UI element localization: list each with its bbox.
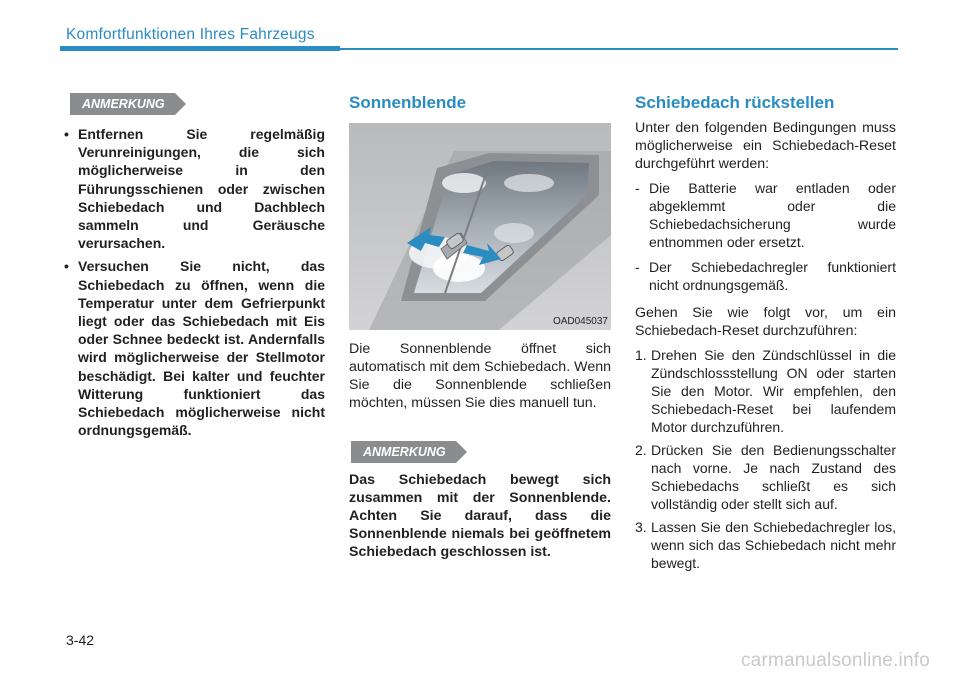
- watermark: carmanualsonline.info: [740, 650, 930, 671]
- section-title-sonnenblende: Sonnenblende: [349, 93, 467, 112]
- sunroof-illustration: [349, 123, 611, 330]
- step-number: 2.: [635, 442, 647, 458]
- note-badge-middle: ANMERKUNG: [351, 441, 456, 463]
- figure-code: OAD045037: [552, 316, 608, 327]
- step-text: Drücken Sie den Bedienungsschalter nach vorne. Je nach Zustand des Schiebedachs schließt es sich vollständig oder stellt sich auf.: [651, 442, 896, 512]
- reset-conditions-list: [635, 179, 896, 294]
- condition-item: - Der Schiebedachregler funktioniert nicht ordnungsgemäß.: [635, 258, 896, 294]
- reset-intro: Unter den folgenden Bedingungen muss möglicherweise ein Schiebedach-Reset durchgeführt werden:: [635, 120, 896, 172]
- left-column: [64, 125, 325, 444]
- condition-item: - Die Batterie war entladen oder abgeklemmt oder die Schiebedachsicherung wurde entnommen oder ersetzt.: [635, 179, 896, 251]
- note-badge-left: ANMERKUNG: [70, 93, 175, 115]
- step-number: 1.: [635, 347, 647, 363]
- note-bullet-item: • Entfernen Sie regelmäßig Verunreinigungen, die sich möglicherweise in den Führungsschienen oder zwischen Schiebedach und Dachblech sammeln und Geräusche verursachen.: [64, 125, 325, 252]
- step-item: [635, 441, 896, 513]
- step-text: Lassen Sie den Schiebedachregler los, wenn sich das Schiebedach nicht mehr bewegt.: [651, 519, 896, 571]
- chapter-header: Komfortfunktionen Ihres Fahrzeugs: [66, 26, 315, 43]
- right-column: [635, 119, 896, 577]
- note-bullet-item: • Versuchen Sie nicht, das Schiebedach zu öffnen, wenn die Temperatur unter dem Gefrierpunkt liegt oder das Schiebedach mit Eis oder Schnee bedeckt ist. Andernfalls wird möglicherweise der Stellmotor beschädigt. Bei kalter und feuchter Witterung funktioniert das Schiebedach möglicherweise nicht ordnungsgemäß.: [64, 257, 325, 439]
- step-number: 3.: [635, 519, 647, 535]
- sunshade-figure: [349, 123, 611, 330]
- header-rule-accent: [60, 46, 340, 51]
- note-bullet-list: [64, 125, 325, 439]
- page-number: 3-42: [66, 632, 95, 648]
- step-item: [635, 346, 896, 436]
- sunshade-paragraph: Die Sonnenblende öffnet sich automatisch mit dem Schiebedach. Wenn Sie die Sonnenblende schließen möchten, müssen Sie dies manuell tun.: [349, 341, 611, 411]
- reset-steps-list: [635, 346, 896, 572]
- step-text: Drehen Sie den Zündschlüssel in die Zündschlossstellung ON oder starten Sie den Motor. Wir empfehlen, den Schiebedach-Reset bei laufendem Motor durchzuführen.: [651, 347, 896, 435]
- sunshade-note: Das Schiebedach bewegt sich zusammen mit der Sonnenblende. Achten Sie darauf, dass die Sonnenblende niemals bei geöffnetem Schiebedach geschlossen ist.: [349, 472, 611, 560]
- section-title-reset: Schiebedach rückstellen: [635, 93, 835, 112]
- step-item: [635, 518, 896, 572]
- reset-procedure-intro: Gehen Sie wie folgt vor, um ein Schiebedach-Reset durchzuführen:: [635, 305, 896, 339]
